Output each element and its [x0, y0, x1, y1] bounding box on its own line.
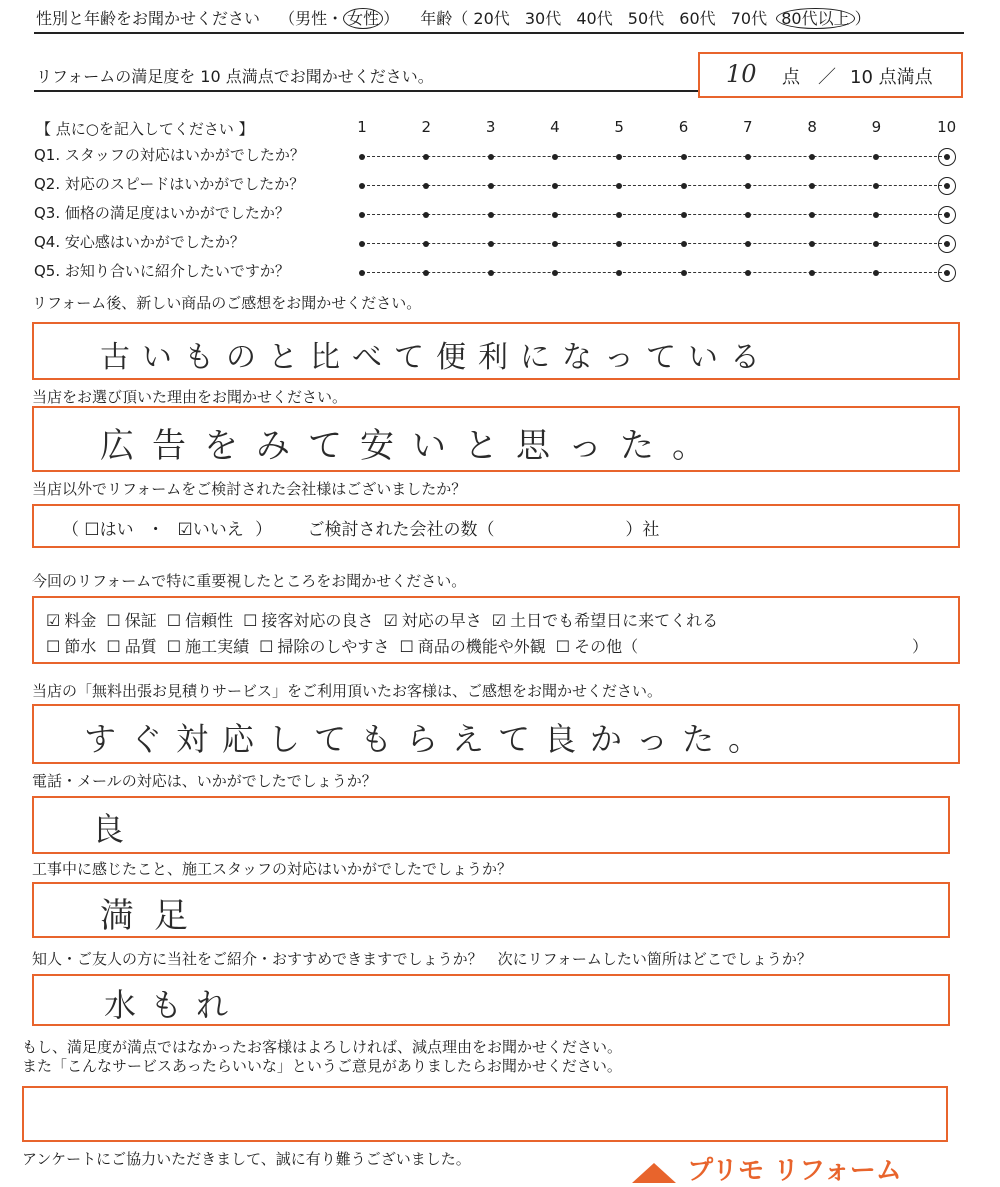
- priorities-prompt: 今回のリフォームで特に重要視したところをお聞かせください。: [32, 572, 467, 590]
- brand-logo-text: プリモ リフォーム: [687, 1156, 902, 1186]
- feedback-prompt-line-1: もし、満足度が満点ではなかったお客様はよろしければ、減点理由をお聞かせください。: [22, 1038, 623, 1056]
- gender-age-row: [36, 6, 871, 29]
- scale-number-5: 5: [614, 118, 624, 136]
- construction-answer: 満足: [100, 896, 208, 936]
- gender-female-circled[interactable]: [343, 8, 383, 29]
- rating-point-5-3[interactable]: [488, 270, 494, 276]
- satisfaction-score-box[interactable]: [698, 52, 963, 98]
- other-companies-row: [62, 515, 659, 540]
- priority-checkbox[interactable]: ☐: [399, 637, 414, 656]
- priority-option[interactable]: [106, 611, 156, 630]
- rating-track-5: [362, 272, 947, 273]
- gender-close: ）: [383, 9, 400, 28]
- rating-instruction: 【 点に○を記入してください 】: [36, 120, 254, 138]
- rating-track-3: [362, 214, 947, 215]
- no-checkbox[interactable]: ☑: [177, 520, 193, 540]
- rating-point-4-6[interactable]: [681, 241, 687, 247]
- rating-point-3-1[interactable]: [359, 212, 365, 218]
- question-label-4: Q4. 安心感はいかがでしたか？: [34, 233, 245, 251]
- estimate-service-answer-box[interactable]: [32, 704, 960, 764]
- other-companies-close: ）: [255, 520, 273, 540]
- priority-checkbox[interactable]: ☐: [166, 611, 182, 630]
- contact-answer: 良: [92, 810, 141, 848]
- priority-label: 商品の機能や外観: [417, 637, 546, 656]
- reason-answer: 広告をみて安いと思った。: [100, 426, 724, 466]
- question-label-1: Q1. スタッフの対応はいかがでしたか？: [34, 146, 305, 164]
- estimate-service-answer: すぐ対応してもらえて良かった。: [84, 720, 775, 758]
- priority-option[interactable]: [383, 611, 481, 630]
- feedback-prompt-line-2: また「こんなサービスあったらいいな」というご意見がありましたらお聞かせください。: [22, 1057, 622, 1075]
- priority-label: 料金: [64, 611, 97, 630]
- referral-answer: 水もれ: [104, 986, 243, 1024]
- gender-female: 女性: [347, 9, 380, 28]
- age-option-60[interactable]: 60代: [679, 9, 716, 28]
- rating-point-1-2[interactable]: [423, 154, 429, 160]
- priority-option[interactable]: [492, 611, 718, 630]
- yes-checkbox[interactable]: ☐: [84, 520, 100, 540]
- priority-checkbox[interactable]: ☐: [555, 637, 571, 656]
- rating-point-2-7[interactable]: [745, 183, 751, 189]
- priority-option[interactable]: [259, 637, 389, 656]
- construction-answer-box[interactable]: [32, 882, 950, 938]
- priority-option[interactable]: [106, 637, 156, 656]
- rating-point-5-5[interactable]: [616, 270, 622, 276]
- priority-checkbox[interactable]: ☐: [106, 637, 121, 656]
- gender-age-prompt: 性別と年齢をお聞かせください: [36, 9, 261, 28]
- rating-point-3-6[interactable]: [681, 212, 687, 218]
- priorities-box: [32, 596, 960, 664]
- rating-point-2-8[interactable]: [809, 183, 815, 189]
- rating-point-5-8[interactable]: [809, 270, 815, 276]
- other-companies-box[interactable]: [32, 504, 960, 548]
- priority-label: その他（: [574, 637, 639, 656]
- priority-label: 保証: [124, 611, 157, 630]
- priority-checkbox[interactable]: ☐: [166, 637, 182, 656]
- impression-prompt: リフォーム後、新しい商品のご感想をお聞かせください。: [32, 294, 422, 312]
- question-label-2: Q2. 対応のスピードはいかがでしたか？: [34, 175, 305, 193]
- satisfaction-prompt: リフォームの満足度を 10 点満点でお聞かせください。: [36, 67, 434, 86]
- rating-track-1: [362, 156, 947, 157]
- rating-point-3-8[interactable]: [809, 212, 815, 218]
- estimate-service-prompt: 当店の「無料出張お見積りサービス」をご利用頂いたお客様は、ご感想をお聞かせください。: [32, 682, 663, 700]
- age-option-20[interactable]: 20代: [473, 9, 510, 28]
- priority-label: 対応の早さ: [401, 611, 482, 630]
- age-label: 年齢（: [420, 9, 469, 28]
- rating-point-3-9[interactable]: [873, 212, 879, 218]
- rating-selected-circle-1: [938, 148, 956, 166]
- priority-option[interactable]: [167, 611, 233, 630]
- rating-point-1-7[interactable]: [745, 154, 751, 160]
- age-option-30[interactable]: 30代: [524, 9, 562, 28]
- reason-answer-box[interactable]: [32, 406, 960, 472]
- referral-prompt: 知人・ご友人の方に当社をご紹介・おすすめできますでしょうか？ 次にリフォームしたい箇所はどこでしょうか？: [32, 950, 812, 968]
- rating-track-2: [362, 185, 947, 186]
- other-companies-prompt: 当店以外でリフォームをご検討された会社様はございましたか？: [32, 480, 467, 498]
- rating-point-1-5[interactable]: [616, 154, 622, 160]
- company-count-label: ご検討された会社の数（: [307, 520, 495, 540]
- rating-point-5-9[interactable]: [873, 270, 879, 276]
- rating-point-4-2[interactable]: [423, 241, 429, 247]
- rating-point-2-9[interactable]: [873, 183, 879, 189]
- priority-label: 信頼性: [185, 611, 234, 630]
- impression-answer: 古いものと比べて便利になっている: [100, 340, 772, 375]
- scale-number-1: 1: [357, 118, 367, 136]
- impression-answer-box[interactable]: [32, 322, 960, 380]
- priority-option[interactable]: [556, 637, 638, 656]
- priority-label: 掃除のしやすさ: [277, 637, 390, 656]
- rating-point-3-2[interactable]: [423, 212, 429, 218]
- rating-point-5-4[interactable]: [552, 270, 558, 276]
- gender-male: 男性: [295, 9, 328, 28]
- rating-selected-circle-4: [938, 235, 956, 253]
- rating-selected-circle-5: [938, 264, 956, 282]
- rating-point-4-4[interactable]: [552, 241, 558, 247]
- age-option-40[interactable]: 40代: [576, 9, 613, 28]
- satisfaction-unit: 点: [782, 67, 800, 88]
- priority-checkbox[interactable]: ☐: [46, 637, 61, 656]
- construction-prompt: 工事中に感じたこと、施工スタッフの対応はいかがでしたでしょうか？: [32, 860, 513, 878]
- rating-point-1-8[interactable]: [809, 154, 815, 160]
- priority-checkbox[interactable]: ☑: [46, 611, 61, 630]
- rating-track-4: [362, 243, 947, 244]
- scale-number-9: 9: [871, 118, 882, 136]
- rating-point-2-1[interactable]: [359, 183, 365, 189]
- scale-number-7: 7: [743, 118, 753, 136]
- age-close: ）: [854, 9, 871, 28]
- rating-point-1-3[interactable]: [488, 154, 494, 160]
- priorities-row-2: [46, 634, 648, 657]
- priority-option[interactable]: [243, 611, 373, 630]
- rating-point-5-1[interactable]: [359, 270, 365, 276]
- other-companies-open: （: [62, 520, 79, 540]
- house-icon: [630, 1161, 678, 1183]
- rating-point-3-3[interactable]: [488, 212, 494, 218]
- priority-checkbox[interactable]: ☑: [491, 611, 507, 630]
- scale-number-6: 6: [678, 118, 689, 136]
- question-label-3: Q3. 価格の満足度はいかがでしたか？: [34, 204, 290, 222]
- satisfaction-separator: ／: [818, 67, 836, 88]
- priority-checkbox[interactable]: ☐: [106, 611, 121, 630]
- other-companies-dot: ・: [147, 520, 165, 540]
- gender-dot: ・: [327, 9, 344, 28]
- rating-point-4-3[interactable]: [488, 241, 494, 247]
- satisfaction-score: 10: [726, 60, 757, 88]
- rating-point-3-5[interactable]: [616, 212, 622, 218]
- age-option-70[interactable]: 70代: [730, 9, 768, 28]
- rating-point-4-1[interactable]: [359, 241, 365, 247]
- rating-point-2-4[interactable]: [552, 183, 558, 189]
- priority-label: 品質: [124, 637, 157, 656]
- rating-selected-circle-3: [938, 206, 956, 224]
- priority-label: 接客対応の良さ: [261, 611, 374, 630]
- age-option-80: 80代以上: [781, 9, 850, 28]
- feedback-answer-box[interactable]: [22, 1086, 948, 1142]
- satisfaction-max-label: 10 点満点: [850, 67, 933, 88]
- question-label-5: Q5. お知り合いに紹介したいですか？: [34, 262, 290, 280]
- no-label: いいえ: [192, 520, 244, 540]
- footer-thanks: アンケートにご協力いただきまして、誠に有り難うございました。: [22, 1150, 471, 1168]
- rating-point-3-7[interactable]: [745, 212, 751, 218]
- priority-label: 節水: [64, 637, 97, 656]
- priority-option[interactable]: [46, 611, 96, 630]
- priority-checkbox[interactable]: ☑: [383, 611, 398, 630]
- age-option-80-circled[interactable]: [776, 8, 854, 29]
- rating-point-5-2[interactable]: [423, 270, 429, 276]
- header-underline: [34, 32, 964, 34]
- rating-point-4-9[interactable]: [873, 241, 879, 247]
- priority-checkbox[interactable]: ☐: [243, 611, 258, 630]
- rating-point-5-7[interactable]: [745, 270, 751, 276]
- rating-point-5-6[interactable]: [681, 270, 687, 276]
- priorities-row-1: [46, 608, 728, 631]
- reason-prompt: 当店をお選び頂いた理由をお聞かせください。: [32, 388, 348, 406]
- rating-point-1-1[interactable]: [359, 154, 365, 160]
- scale-number-2: 2: [421, 118, 432, 136]
- rating-point-4-8[interactable]: [809, 241, 815, 247]
- priority-checkbox[interactable]: ☐: [259, 637, 274, 656]
- gender-open: （: [279, 9, 296, 28]
- rating-point-2-2[interactable]: [423, 183, 429, 189]
- contact-answer-box[interactable]: [32, 796, 950, 854]
- rating-point-1-4[interactable]: [552, 154, 558, 160]
- priority-label: 施工実績: [185, 637, 250, 656]
- satisfaction-underline: [34, 90, 698, 92]
- priority-label: 土日でも希望日に来てくれる: [510, 611, 719, 630]
- rating-point-2-3[interactable]: [488, 183, 494, 189]
- scale-number-4: 4: [550, 118, 560, 136]
- priorities-row2-close: ）: [912, 637, 929, 656]
- scale-number-8: 8: [807, 118, 817, 136]
- priority-option[interactable]: [167, 637, 249, 656]
- contact-prompt: 電話・メールの対応は、いかがでしたでしょうか？: [32, 772, 377, 790]
- brand-logo: [630, 1150, 902, 1187]
- scale-number-3: 3: [485, 118, 496, 136]
- rating-point-2-5[interactable]: [616, 183, 622, 189]
- rating-point-2-6[interactable]: [681, 183, 687, 189]
- company-count-unit: ）社: [625, 520, 660, 540]
- scale-number-10: 10: [937, 118, 957, 136]
- rating-point-3-4[interactable]: [552, 212, 558, 218]
- rating-point-1-6[interactable]: [681, 154, 687, 160]
- rating-point-4-5[interactable]: [616, 241, 622, 247]
- rating-selected-circle-2: [938, 177, 956, 195]
- priority-option[interactable]: [399, 637, 545, 656]
- yes-label: はい: [99, 520, 134, 540]
- age-option-50[interactable]: 50代: [627, 9, 665, 28]
- priority-option[interactable]: [46, 637, 96, 656]
- rating-point-1-9[interactable]: [873, 154, 879, 160]
- referral-answer-box[interactable]: [32, 974, 950, 1026]
- rating-point-4-7[interactable]: [745, 241, 751, 247]
